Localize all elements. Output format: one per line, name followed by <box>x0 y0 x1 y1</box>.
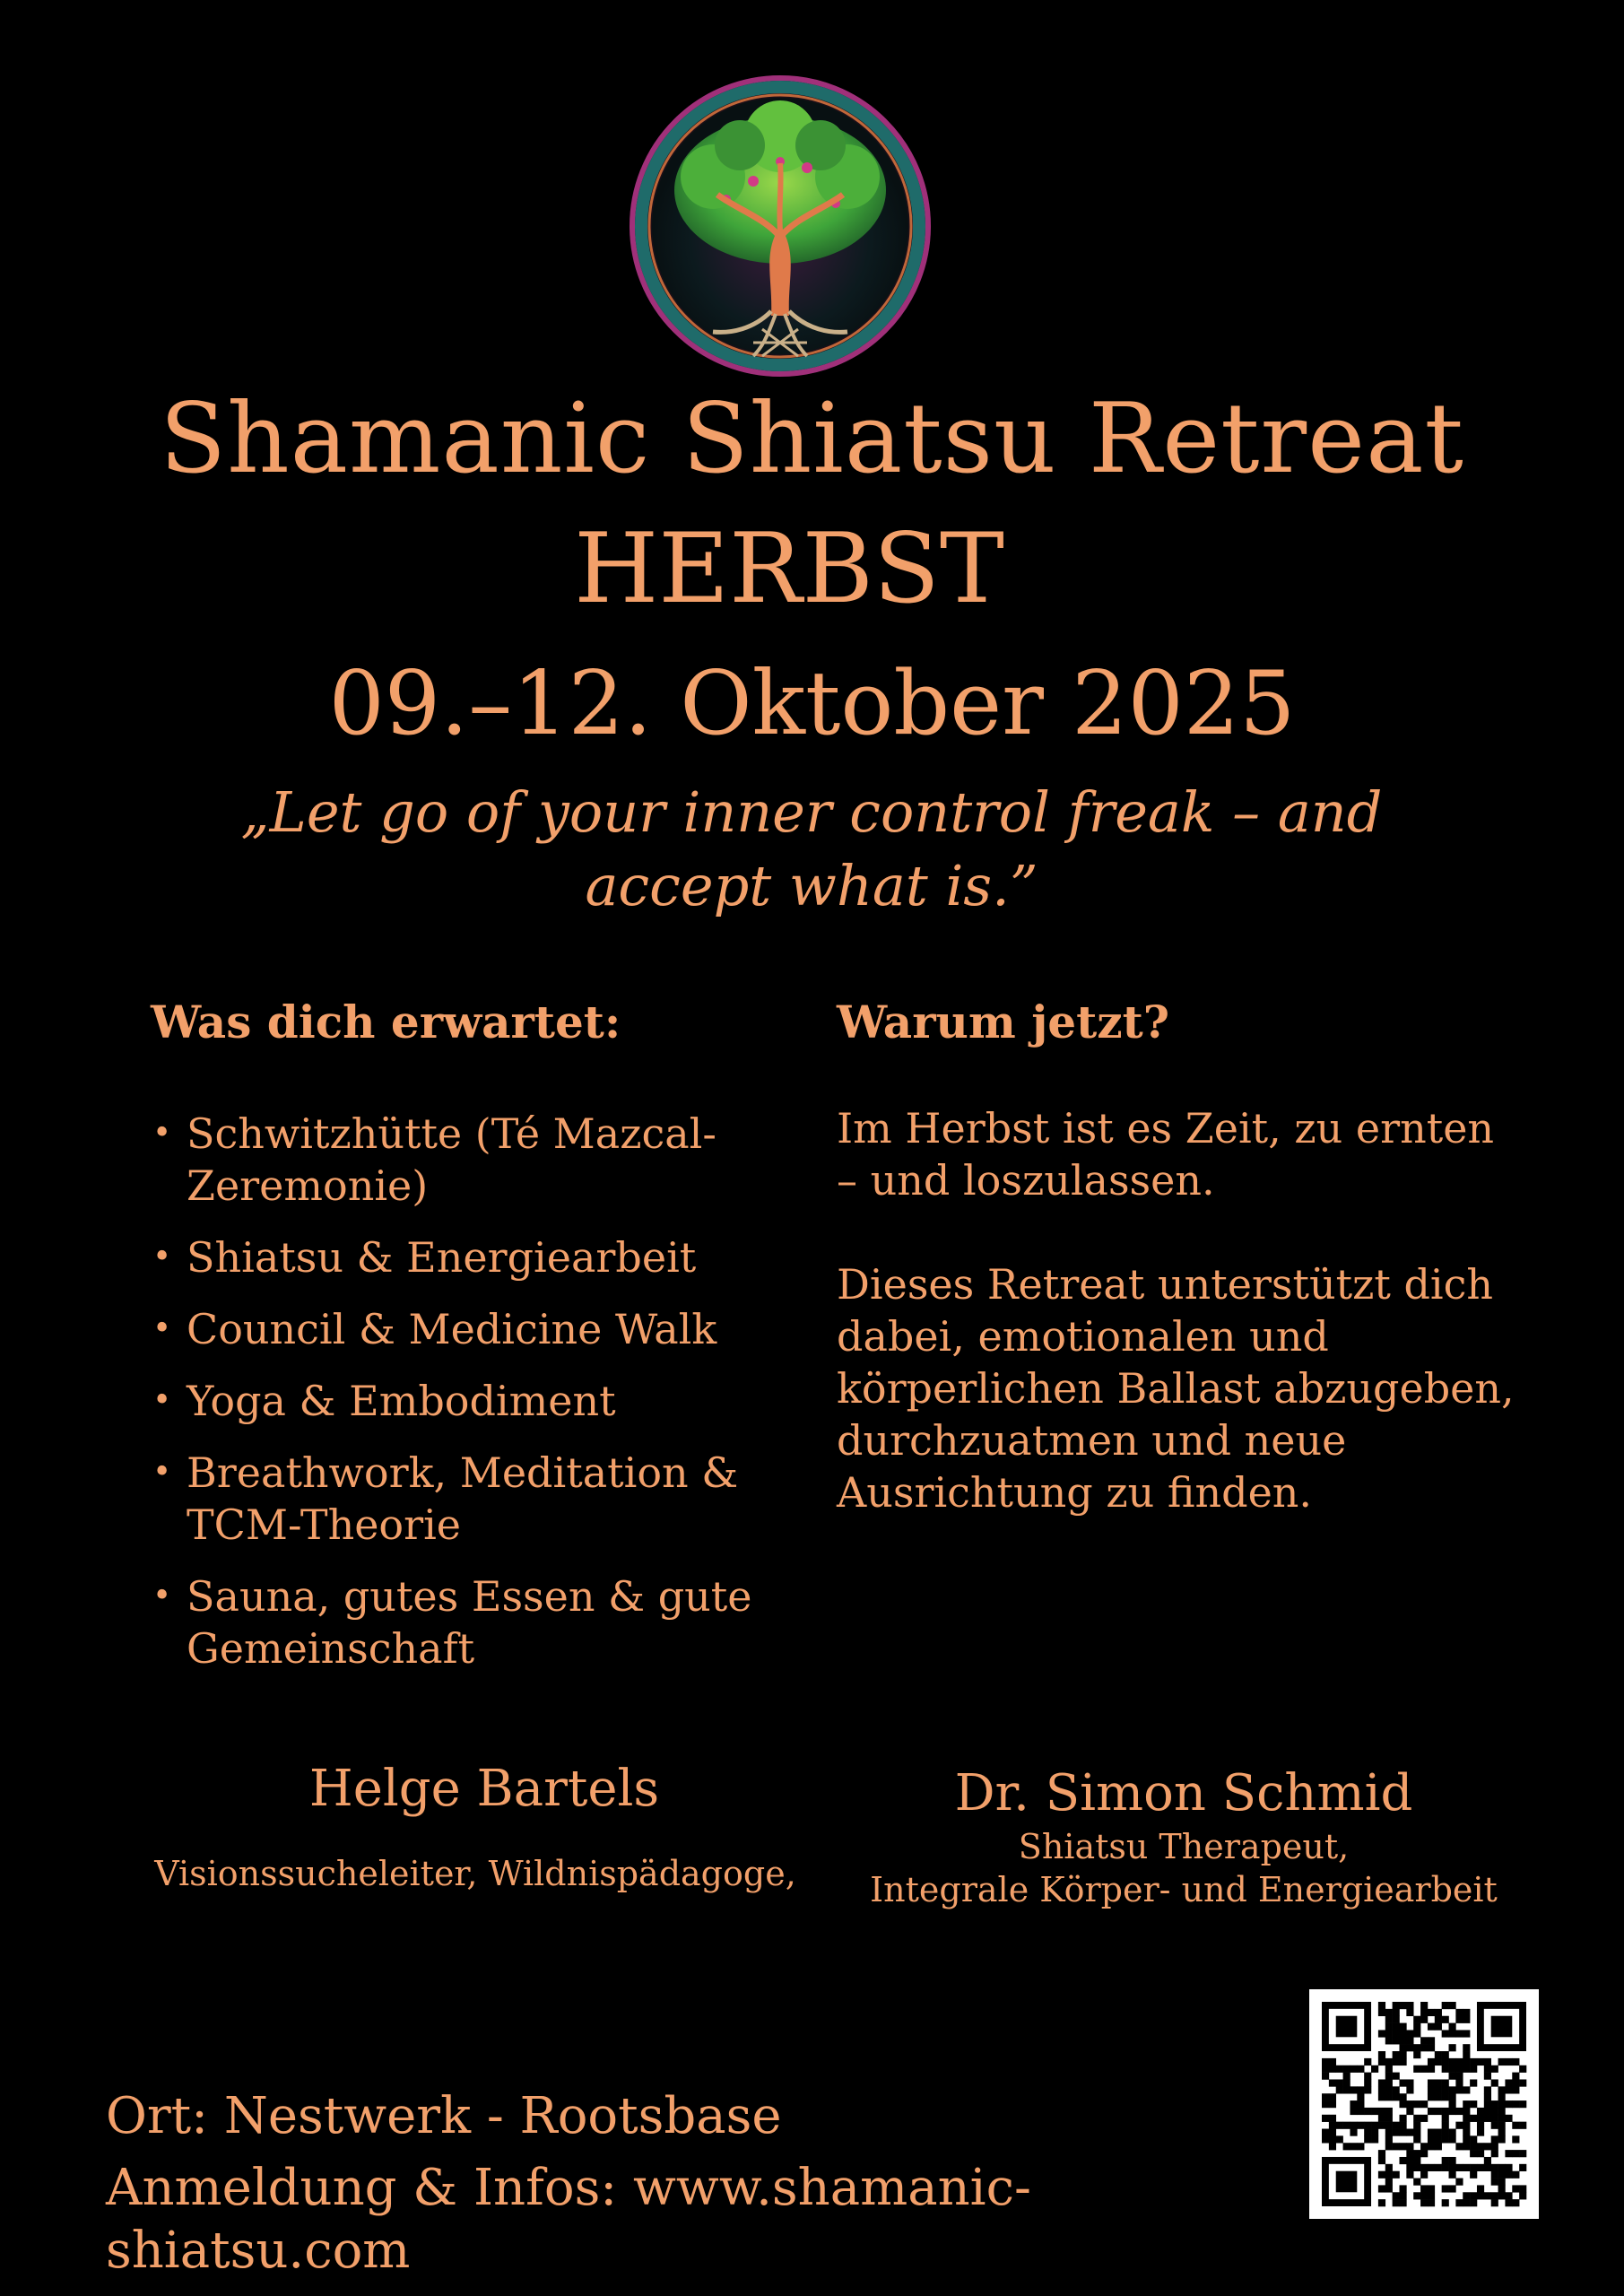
list-item: • Schwitzhütte (Té Mazcal-Zeremonie) <box>187 1108 814 1212</box>
facilitator-role: Visionssucheleiter, Wildnispädagoge, <box>154 1854 796 1893</box>
facilitator-role-line: Integrale Körper- und Energiearbeit <box>870 1870 1498 1909</box>
facilitator-role <box>843 1825 1524 1911</box>
offer-list <box>148 1108 814 1694</box>
list-item: • Shiatsu & Energiearbeit <box>187 1231 814 1283</box>
list-item: • Breathwork, Meditation & TCM-Theorie <box>187 1447 814 1551</box>
list-item: • Yoga & Embodiment <box>187 1375 814 1427</box>
facilitator-role-line: Shiatsu Therapeut, <box>1018 1827 1350 1866</box>
event-dates: 09.–12. Oktober 2025 <box>328 653 1296 755</box>
season-subtitle: HERBST <box>574 513 1004 625</box>
signup-link[interactable]: Anmeldung & Infos: www.shamanic-shiatsu.com <box>106 2159 1031 2280</box>
why-paragraph-2: Dieses Retreat unterstützt dich dabei, emotionalen und körperlichen Ballast abzugeben, durchzuatmen und neue Ausrichtung zu finden. <box>837 1260 1515 1517</box>
list-item: • Sauna, gutes Essen & gute Gemeinschaft <box>187 1570 814 1674</box>
location-text: Ort: Nestwerk - Rootsbase <box>106 2087 782 2145</box>
offer-heading: Was dich erwartet: <box>151 996 621 1048</box>
why-paragraph-1: Im Herbst ist es Zeit, zu ernten – und loszulassen. <box>837 1104 1495 1205</box>
list-item: • Council & Medicine Walk <box>187 1303 814 1355</box>
qr-code-icon[interactable] <box>1309 1989 1539 2219</box>
facilitator-name: Dr. Simon Schmid <box>954 1764 1413 1822</box>
facilitator-name: Helge Bartels <box>308 1760 660 1818</box>
why-heading: Warum jetzt? <box>837 996 1169 1048</box>
tree-of-life-emblem-icon <box>628 74 933 378</box>
page-title: Shamanic Shiatsu Retreat <box>160 383 1464 495</box>
quote: „Let go of your inner control freak – and accept what is.” <box>240 779 1383 918</box>
